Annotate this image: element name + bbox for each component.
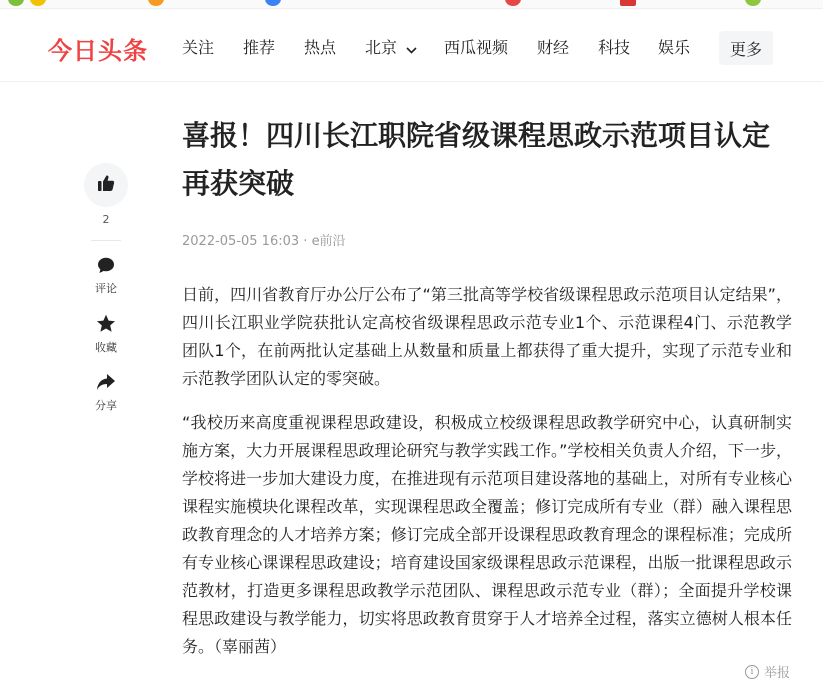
bookmark-icon[interactable] bbox=[505, 0, 521, 6]
nav-item-label: 财经 bbox=[537, 38, 570, 57]
nav-item-label: 北京 bbox=[365, 38, 398, 57]
nav-item-recommend[interactable] bbox=[243, 35, 275, 58]
bookmark-icon[interactable] bbox=[148, 0, 164, 6]
nav-item-beijing[interactable] bbox=[365, 35, 417, 58]
nav-item-label: 科技 bbox=[598, 38, 631, 57]
nav-item-label: 关注 bbox=[182, 38, 215, 57]
article-title: 喜报！四川长江职院省级课程思政示范项目认定再获突破 bbox=[182, 119, 771, 200]
bookmark-icon[interactable] bbox=[620, 0, 636, 6]
bookmark-icon[interactable] bbox=[265, 0, 281, 6]
nav-item-label: 娱乐 bbox=[658, 38, 691, 57]
rail-divider bbox=[91, 240, 121, 241]
article-source[interactable]: e前沿 bbox=[311, 234, 346, 249]
top-nav bbox=[0, 9, 823, 82]
bookmark-icon[interactable] bbox=[30, 0, 46, 6]
nav-item-xigua-video[interactable] bbox=[444, 35, 508, 58]
article-meta bbox=[182, 230, 792, 249]
share-arrow-icon bbox=[96, 376, 116, 395]
more-button[interactable]: 更多 bbox=[719, 31, 773, 65]
article-paragraph: “我校历来高度重视课程思政建设，积极成立校级课程思政教学研究中心，认真研制实施方案，大力开展课程思政理论研究与教学实践工作。”学校相关负责人介绍，下一步，学校将进一步加大建设力度，在推进现有示范项目建设落地的基础上，对所有专业核心课程实施模块化课程改革，实现课程思政全覆盖；修订完成所有专业（群）融入课程思政教育理念的人才培养方案；修订完成全部开设课程思政教育理念的课程标准；完成所有专业核心课课程思政建设；培育建设国家级课程思政示范课程，出版一批课程思政示范教材，打造更多课程思政教学示范团队、课程思政示范专业（群）；全面提升学校课程思政建设与教学能力，切实将思政教育贯穿于人才培养全过程，落实立德树人根本任务。（辜丽茜） bbox=[182, 413, 792, 656]
meta-separator: · bbox=[303, 234, 312, 249]
comment-button[interactable] bbox=[84, 257, 128, 296]
bookmark-icon[interactable] bbox=[8, 0, 24, 6]
bookmarks-bar bbox=[0, 0, 823, 9]
comment-label: 评论 bbox=[95, 282, 117, 295]
action-rail bbox=[84, 163, 128, 431]
site-logo[interactable]: 今日头条 bbox=[48, 37, 148, 65]
star-icon bbox=[96, 318, 116, 337]
nav-item-finance[interactable] bbox=[537, 35, 569, 58]
collect-label: 收藏 bbox=[95, 341, 117, 354]
report-label: 举报 bbox=[764, 666, 791, 681]
nav-item-label: 推荐 bbox=[243, 38, 276, 57]
article-body bbox=[182, 112, 792, 661]
nav-item-follow[interactable] bbox=[182, 35, 214, 58]
thumbs-up-icon bbox=[96, 173, 116, 197]
share-label: 分享 bbox=[95, 399, 117, 412]
bookmark-icon[interactable] bbox=[745, 0, 761, 6]
chevron-down-icon bbox=[406, 39, 417, 58]
article-paragraph: 日前，四川省教育厅办公厅公布了“第三批高等学校省级课程思政示范项目认定结果”，四川长江职业学院获批认定高校省级课程思政示范专业1个、示范课程4门、示范教学团队1个，在前两批认定基础上从数量和质量上都获得了重大提升，实现了示范专业和示范教学团队认定的零突破。 bbox=[182, 285, 792, 388]
nav-item-entertainment[interactable] bbox=[658, 35, 690, 58]
info-icon: i bbox=[745, 665, 759, 679]
publish-date: 2022-05-05 16:03 bbox=[182, 234, 300, 249]
nav-item-hot[interactable] bbox=[304, 35, 336, 58]
like-button[interactable] bbox=[84, 163, 128, 207]
collect-button[interactable] bbox=[84, 314, 128, 355]
share-button[interactable] bbox=[84, 373, 128, 413]
comment-icon bbox=[97, 259, 115, 278]
like-count: 2 bbox=[102, 213, 110, 226]
report-button[interactable] bbox=[745, 662, 790, 681]
nav-item-label: 热点 bbox=[304, 38, 337, 57]
nav-item-label: 西瓜视频 bbox=[444, 38, 509, 57]
nav-item-tech[interactable] bbox=[598, 35, 630, 58]
